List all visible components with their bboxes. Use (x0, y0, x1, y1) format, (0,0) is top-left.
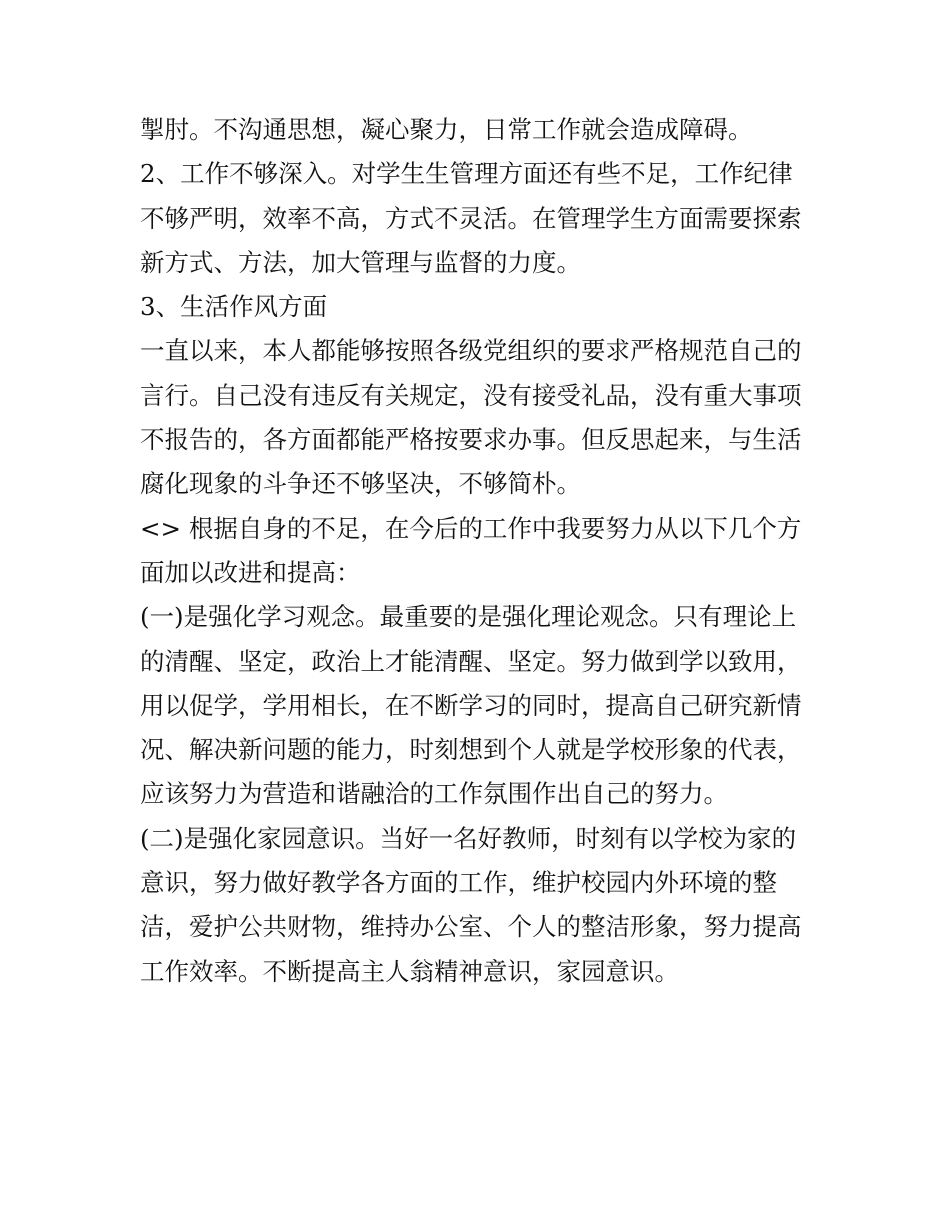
document-body (140, 108, 830, 994)
text-line: 一直以来，本人都能够按照各级党组织的要求严格规范自己的 (140, 336, 802, 366)
text-line: 洁，爱护公共财物，维持办公室、个人的整洁形象，努力提高 (140, 912, 802, 942)
text-line: 言行。自己没有违反有关规定，没有接受礼品，没有重大事项 (140, 380, 802, 410)
text-line: 应该努力为营造和谐融洽的工作氛围作出自己的努力。 (140, 779, 728, 809)
section-heading: 3、生活作风方面 (140, 292, 328, 322)
text-line: 新方式、方法，加大管理与监督的力度。 (140, 247, 581, 277)
text-line: <> 根据自身的不足，在今后的工作中我要努力从以下几个方 (140, 513, 802, 543)
text-line: 意识，努力做好教学各方面的工作，维护校园内外环境的整 (140, 868, 777, 898)
text-line: 2、工作不够深入。对学生生管理方面还有些不足，工作纪律 (140, 159, 793, 189)
text-line: 掣肘。不沟通思想，凝心聚力，日常工作就会造成障碍。 (140, 115, 753, 144)
text-line: 腐化现象的斗争还不够坚决，不够简朴。 (140, 469, 581, 499)
text-line: 的清醒、坚定，政治上才能清醒、坚定。努力做到学以致用， (140, 646, 802, 676)
text-line: 不报告的，各方面都能严格按要求办事。但反思起来，与生活 (140, 425, 802, 455)
text-line: (一)是强化学习观念。最重要的是强化理论观念。只有理论上 (140, 602, 797, 632)
text-line: (二)是强化家园意识。当好一名好教师，时刻有以学校为家的 (140, 823, 797, 853)
text-line: 不够严明，效率不高，方式不灵活。在管理学生方面需要探索 (140, 203, 802, 233)
text-line: 面加以改进和提高： (140, 557, 361, 587)
text-line: 工作效率。不断提高主人翁精神意识，家园意识。 (140, 956, 679, 986)
text-line: 用以促学，学用相长，在不断学习的同时，提高自己研究新情 (140, 690, 802, 720)
text-line: 况、解决新问题的能力，时刻想到个人就是学校形象的代表， (140, 735, 802, 765)
